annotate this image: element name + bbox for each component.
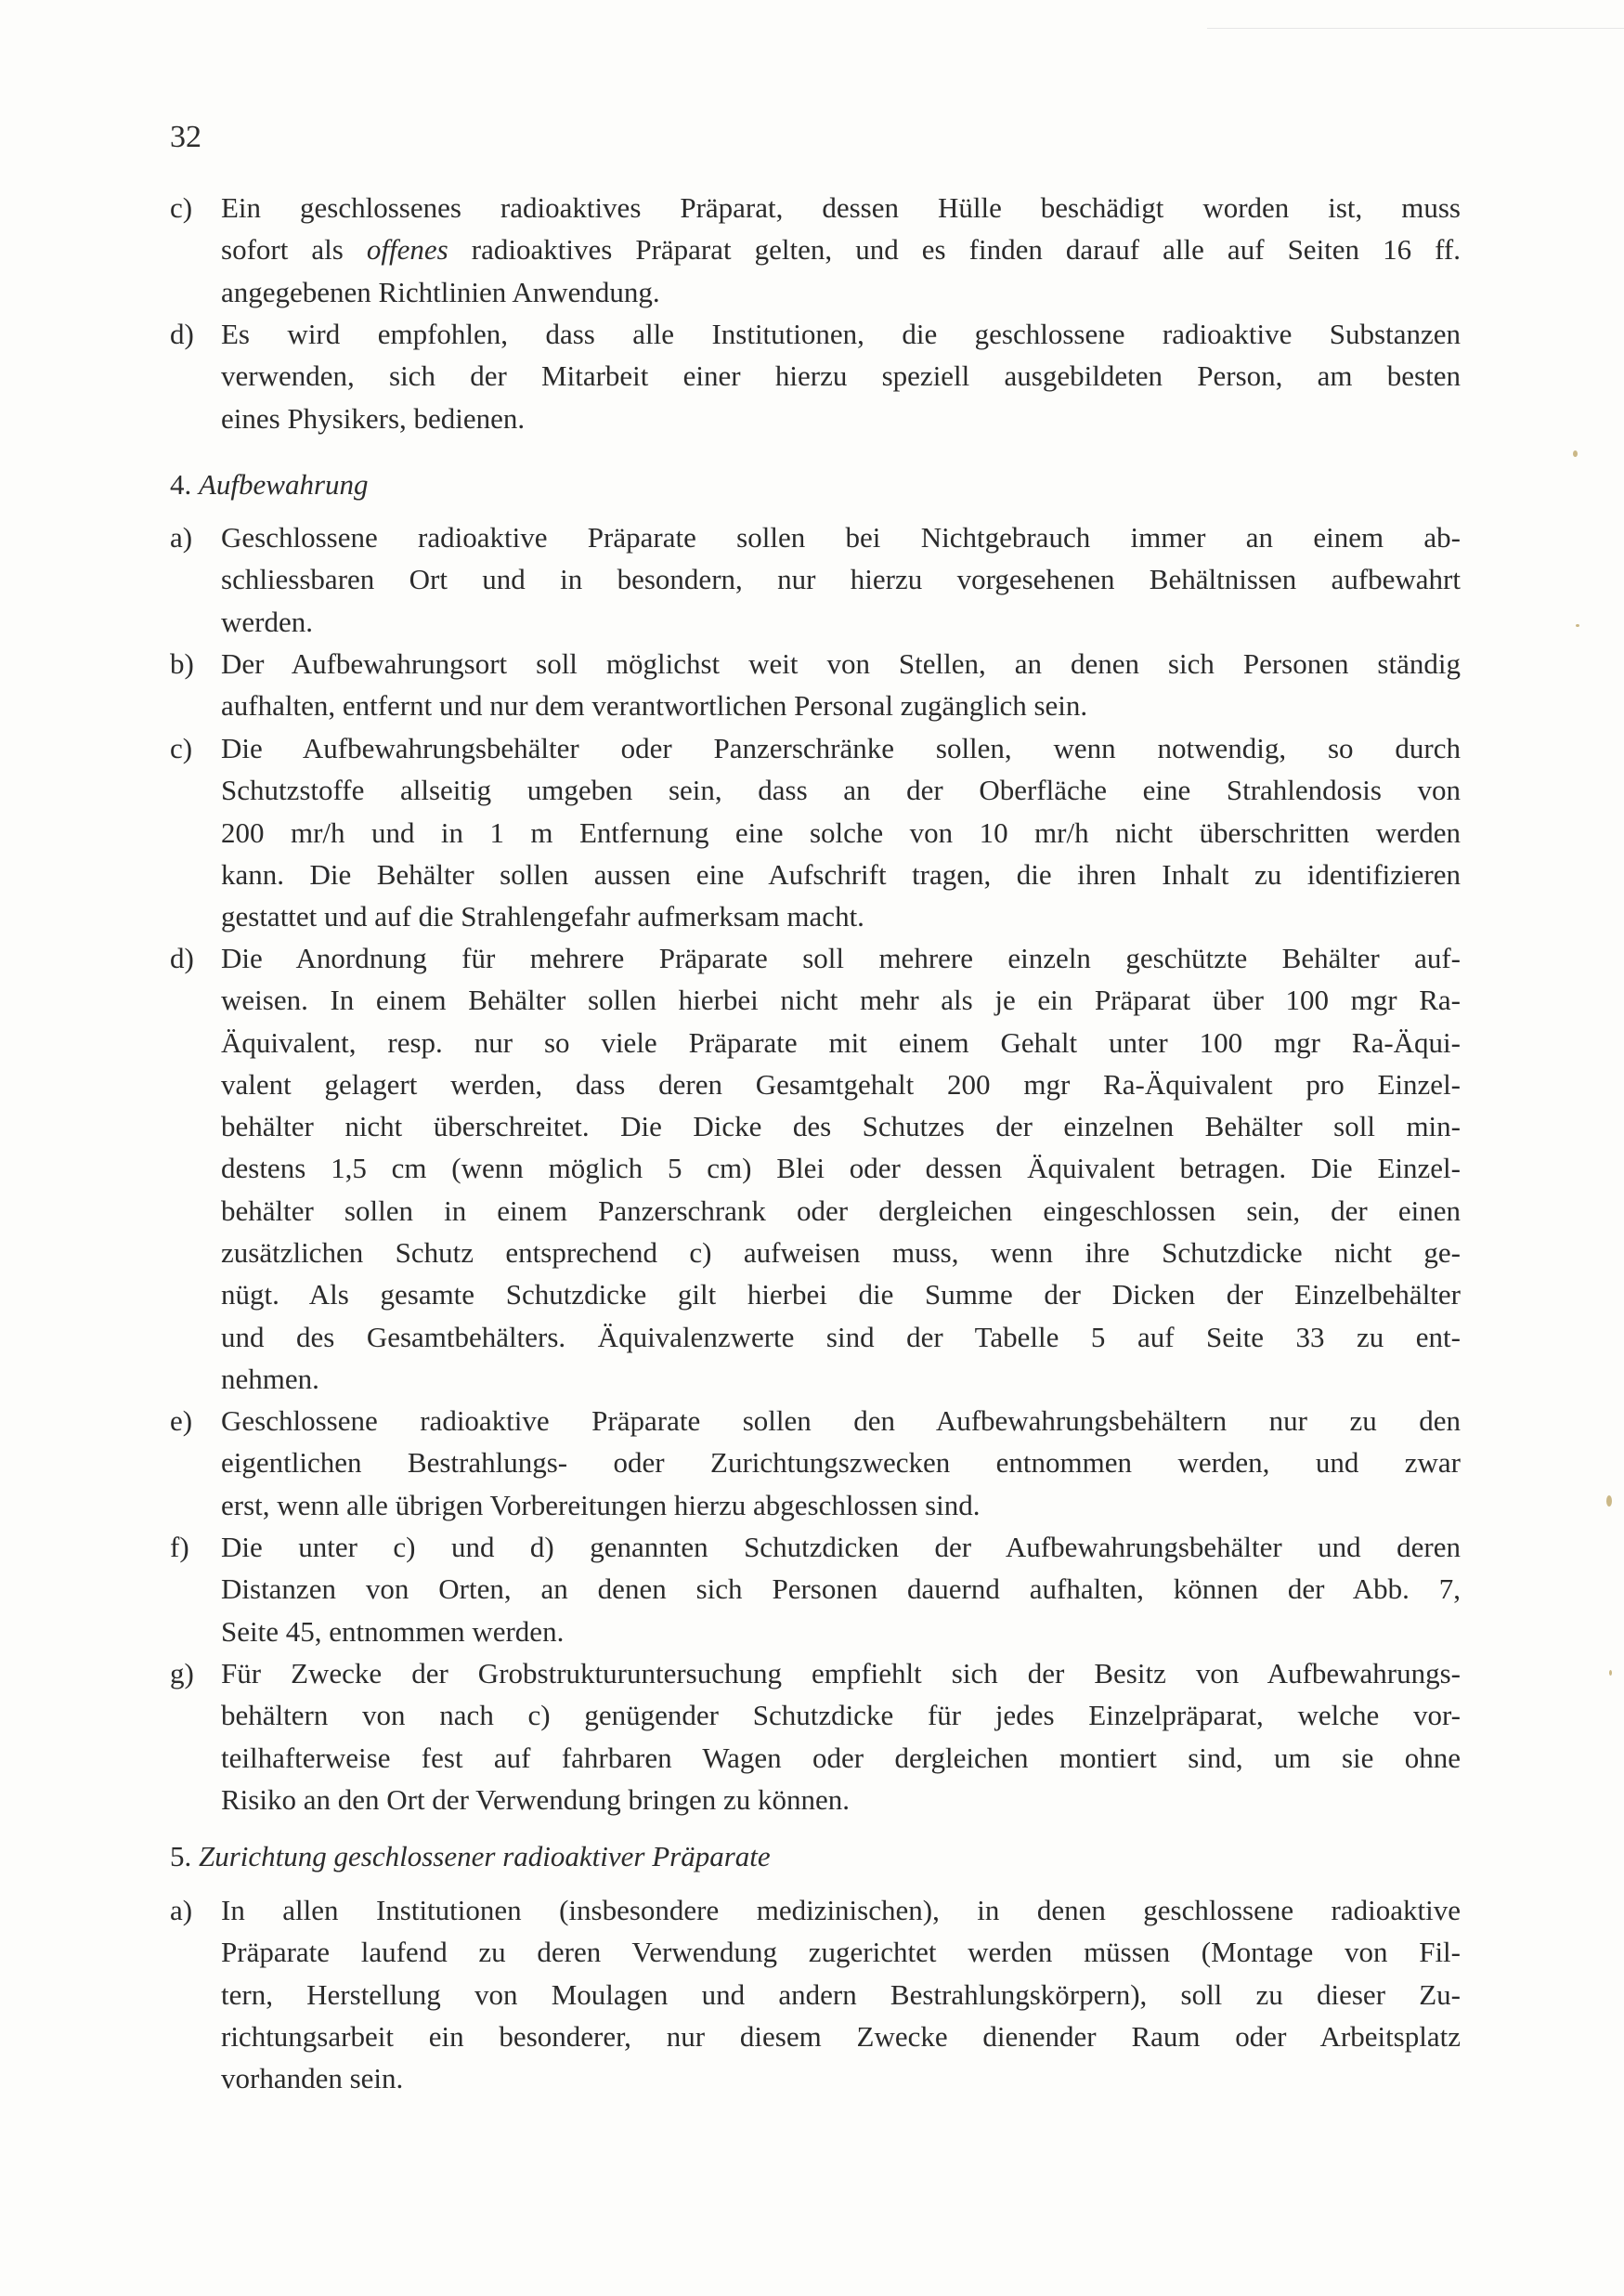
section-number: 5. — [170, 1840, 192, 1872]
text-line: destens 1,5 cm (wenn möglich 5 cm) Blei oder dessen Äquivalent betragen. Die Einzel- — [221, 1152, 1461, 1185]
text-line: kann. Die Behälter sollen aussen eine Aufschrift tragen, die ihren Inhalt zu identifizieren — [221, 857, 1461, 891]
text-line: Distanzen von Orten, an denen sich Personen dauernd aufhalten, können der Abb. 7, — [221, 1572, 1461, 1606]
item-label: f) — [170, 1531, 189, 1563]
text-line: valent gelagert werden, dass deren Gesamtgehalt 200 mgr Ra-Äquivalent pro Einzel- — [221, 1067, 1461, 1101]
text-line: Die Anordnung für mehrere Präparate soll mehrere einzeln geschützte Behälter auf- — [221, 942, 1461, 974]
item-text — [221, 313, 1461, 439]
list-item — [170, 516, 1461, 643]
text-line: schliessbaren Ort und in besondern, nur hierzu vorgesehenen Behältnissen aufbewahrt — [221, 563, 1461, 596]
list-item — [170, 313, 1461, 439]
text-line: werden. — [221, 605, 313, 638]
text-line: weisen. In einem Behälter sollen hierbei nicht mehr als je ein Präparat über 100 mgr Ra- — [221, 984, 1461, 1017]
list-item — [170, 1652, 1461, 1820]
text-line: nehmen. — [221, 1362, 319, 1395]
text-line: richtungsarbeit ein besonderer, nur diesem Zwecke dienender Raum oder Arbeitsplatz — [221, 2019, 1461, 2053]
text-line: Risiko an den Ort der Verwendung bringen zu können. — [221, 1782, 850, 1816]
item-label: g) — [170, 1657, 194, 1689]
section-heading — [170, 1836, 771, 1877]
item-text — [221, 643, 1461, 727]
page-number: 32 — [170, 120, 201, 154]
text-line: Ein geschlossenes radioaktives Präparat, dessen Hülle beschädigt worden ist, muss — [221, 191, 1461, 224]
item-text — [221, 1889, 1461, 2099]
text-line: erst, wenn alle übrigen Vorbereitungen hierzu abgeschlossen sind. — [221, 1488, 981, 1521]
text-line: In allen Institutionen (insbesondere medizinischen), in denen geschlossene radioaktive — [221, 1894, 1461, 1926]
text-line: Für Zwecke der Grobstrukturuntersuchung empfiehlt sich der Besitz von Aufbewahrungs- — [221, 1657, 1461, 1689]
item-label: e) — [170, 1404, 193, 1437]
item-text — [221, 727, 1461, 937]
text-line: behälter sollen in einem Panzerschrank oder dergleichen eingeschlossen sein, der einen — [221, 1194, 1461, 1227]
item-label: a) — [170, 521, 193, 554]
item-text — [221, 937, 1461, 1400]
list-item — [170, 643, 1461, 727]
scan-speck — [1576, 624, 1579, 627]
text-line: und des Gesamtbehälters. Äquivalenzwerte sind der Tabelle 5 auf Seite 33 zu ent- — [221, 1320, 1461, 1353]
text-line: nügt. Als gesamte Schutzdicke gilt hierbei die Summe der Dicken der Einzelbehälter — [221, 1278, 1461, 1311]
item-text — [221, 1400, 1461, 1526]
item-text — [221, 516, 1461, 643]
text-line: Die Aufbewahrungsbehälter oder Panzerschränke sollen, wenn notwendig, so durch — [221, 732, 1461, 764]
text-line: tern, Herstellung von Moulagen und andern Bestrahlungskörpern), soll zu dieser Zu- — [221, 1977, 1461, 2011]
text-line: 200 mr/h und in 1 m Entfernung eine solche von 10 mr/h nicht überschritten werden — [221, 815, 1461, 849]
item-text — [221, 1526, 1461, 1652]
scan-edge-line — [1207, 28, 1624, 29]
section-title: Aufbewahrung — [199, 468, 369, 501]
text-line: behälter nicht überschreitet. Die Dicke des Schutzes der einzelnen Behälter soll min- — [221, 1110, 1461, 1143]
section-title: Zurichtung geschlossener radioaktiver Präparate — [199, 1840, 771, 1872]
list-item — [170, 187, 1461, 313]
text-line: Präparate laufend zu deren Verwendung zugerichtet werden müssen (Montage von Fil- — [221, 1936, 1461, 1969]
list-item — [170, 1889, 1461, 2099]
section-heading — [170, 464, 369, 505]
scan-speck — [1609, 1670, 1612, 1676]
text-line: eigentlichen Bestrahlungs- oder Zurichtungszwecken entnommen werden, und zwar — [221, 1446, 1461, 1480]
list-item — [170, 1526, 1461, 1652]
text-line: teilhafterweise fest auf fahrbaren Wagen oder dergleichen montiert sind, um sie ohne — [221, 1741, 1461, 1774]
item-label: a) — [170, 1894, 193, 1926]
text-line: angegebenen Richtlinien Anwendung. — [221, 275, 660, 308]
text-line: gestattet und auf die Strahlengefahr aufmerksam macht. — [221, 900, 864, 933]
text-line: Der Aufbewahrungsort soll möglichst weit von Stellen, an denen sich Personen ständig — [221, 647, 1461, 680]
text-line: sofort als offenes radioaktives Präparat gelten, und es finden darauf alle auf Seiten 16 ff. — [221, 233, 1462, 267]
text-line: verwenden, sich der Mitarbeit einer hierzu speziell ausgebildeten Person, am besten — [221, 359, 1461, 393]
text-line: Die unter c) und d) genannten Schutzdicken der Aufbewahrungsbehälter und deren — [221, 1531, 1461, 1563]
text-line: behältern von nach c) genügender Schutzdicke für jedes Einzelpräparat, welche vor- — [221, 1699, 1461, 1732]
text-line: aufhalten, entfernt und nur dem verantwortlichen Personal zugänglich sein. — [221, 689, 1088, 723]
text-line: Äquivalent, resp. nur so viele Präparate mit einem Gehalt unter 100 mgr Ra-Äqui- — [221, 1025, 1461, 1059]
item-label: b) — [170, 647, 194, 680]
item-label: d) — [170, 942, 194, 974]
text-line: Geschlossene radioaktive Präparate sollen den Aufbewahrungsbehältern nur zu den — [221, 1404, 1461, 1437]
item-label: d) — [170, 318, 194, 350]
text-line: Seite 45, entnommen werden. — [221, 1614, 565, 1648]
list-item — [170, 937, 1461, 1400]
text-line: zusätzlichen Schutz entsprechend c) aufweisen muss, wenn ihre Schutzdicke nicht ge- — [221, 1236, 1461, 1270]
section-number: 4. — [170, 468, 192, 501]
text-line: Geschlossene radioaktive Präparate sollen bei Nichtgebrauch immer an einem ab- — [221, 521, 1461, 554]
list-item — [170, 727, 1461, 937]
item-text — [221, 1652, 1461, 1820]
text-line: Schutzstoffe allseitig umgeben sein, dass an der Oberfläche eine Strahlendosis von — [221, 774, 1461, 807]
text-line: Es wird empfohlen, dass alle Institutionen, die geschlossene radioaktive Substanzen — [221, 318, 1461, 350]
item-label: c) — [170, 191, 193, 224]
item-label: c) — [170, 732, 193, 764]
list-item — [170, 1400, 1461, 1526]
scan-speck — [1606, 1495, 1612, 1507]
scan-speck — [1573, 450, 1578, 457]
item-text — [221, 187, 1461, 313]
text-line: eines Physikers, bedienen. — [221, 401, 526, 435]
text-line: vorhanden sein. — [221, 2062, 404, 2095]
